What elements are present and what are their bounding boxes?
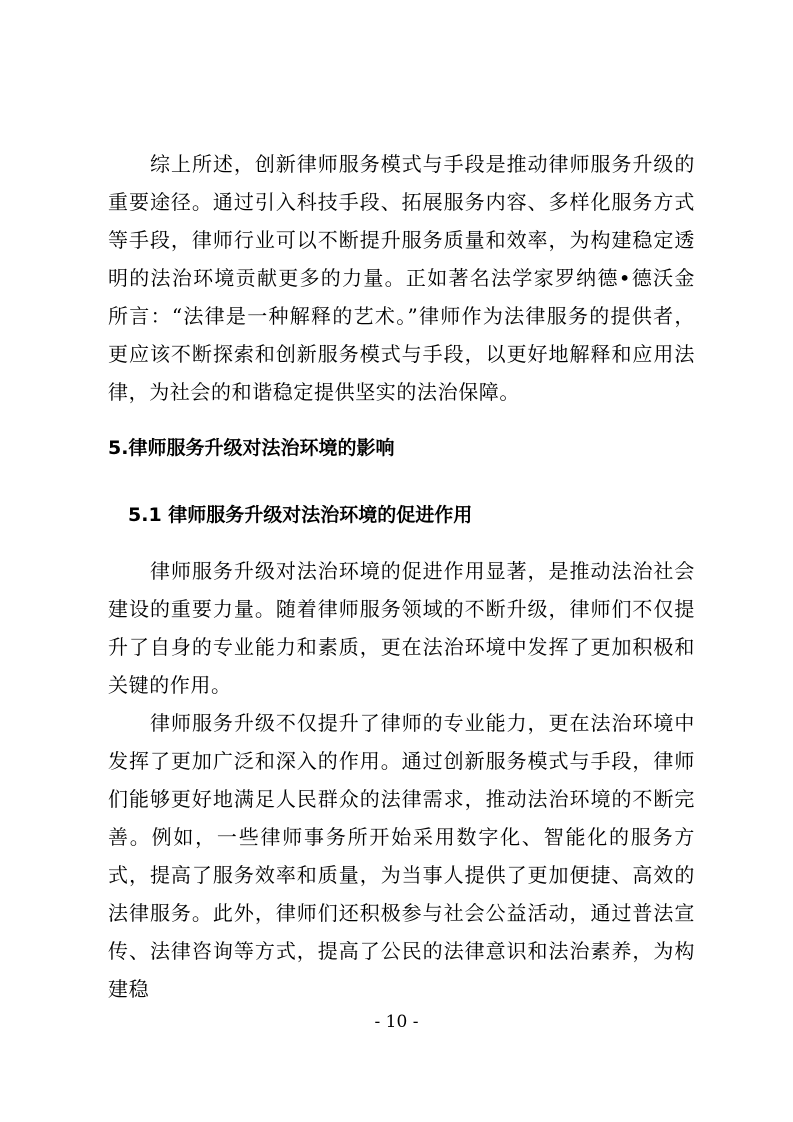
paragraph-summary: 综上所述，创新律师服务模式与手段是推动律师服务升级的重要途径。通过引入科技手段、拓展服务内容、多样化服务方式等手段，律师行业可以不断提升服务质量和效率，为构建稳定透明的法治环境贡献更多的力量。正如著名法学家罗纳德•德沃金所言：“法律是一种解释的艺术。”律师作为法律服务的提供者，更应该不断探索和创新服务模式与手段，以更好地解释和应用法律，为社会的和谐稳定提供坚实的法治保障。 — [108, 152, 695, 404]
page-number: - 10 - — [374, 1012, 419, 1032]
section-heading-5: 5.律师服务升级对法治环境的影响 — [108, 437, 395, 459]
paragraph-promotion-detail: 律师服务升级不仅提升了律师的专业能力，更在法治环境中发挥了更加广泛和深入的作用。通过创新服务模式与手段，律师们能够更好地满足人民群众的法律需求，推动法治环境的不断完善。例如，一些律师事务所开始采用数字化、智能化的服务方式，提高了服务效率和质量，为当事人提供了更加便捷、高效的法律服务。此外，律师们还积极参与社会公益活动，通过普法宣传、法律咨询等方式，提高了公民的法律意识和法治素养，为构建稳 — [108, 711, 695, 1001]
paragraph-promotion-intro: 律师服务升级对法治环境的促进作用显著，是推动法治社会建设的重要力量。随着律师服务领域的不断升级，律师们不仅提升了自身的专业能力和素质，更在法治环境中发挥了更加积极和关键的作用。 — [108, 559, 695, 697]
page-content — [108, 145, 695, 1008]
section-heading-5-1: 5.1 律师服务升级对法治环境的促进作用 — [128, 504, 473, 526]
